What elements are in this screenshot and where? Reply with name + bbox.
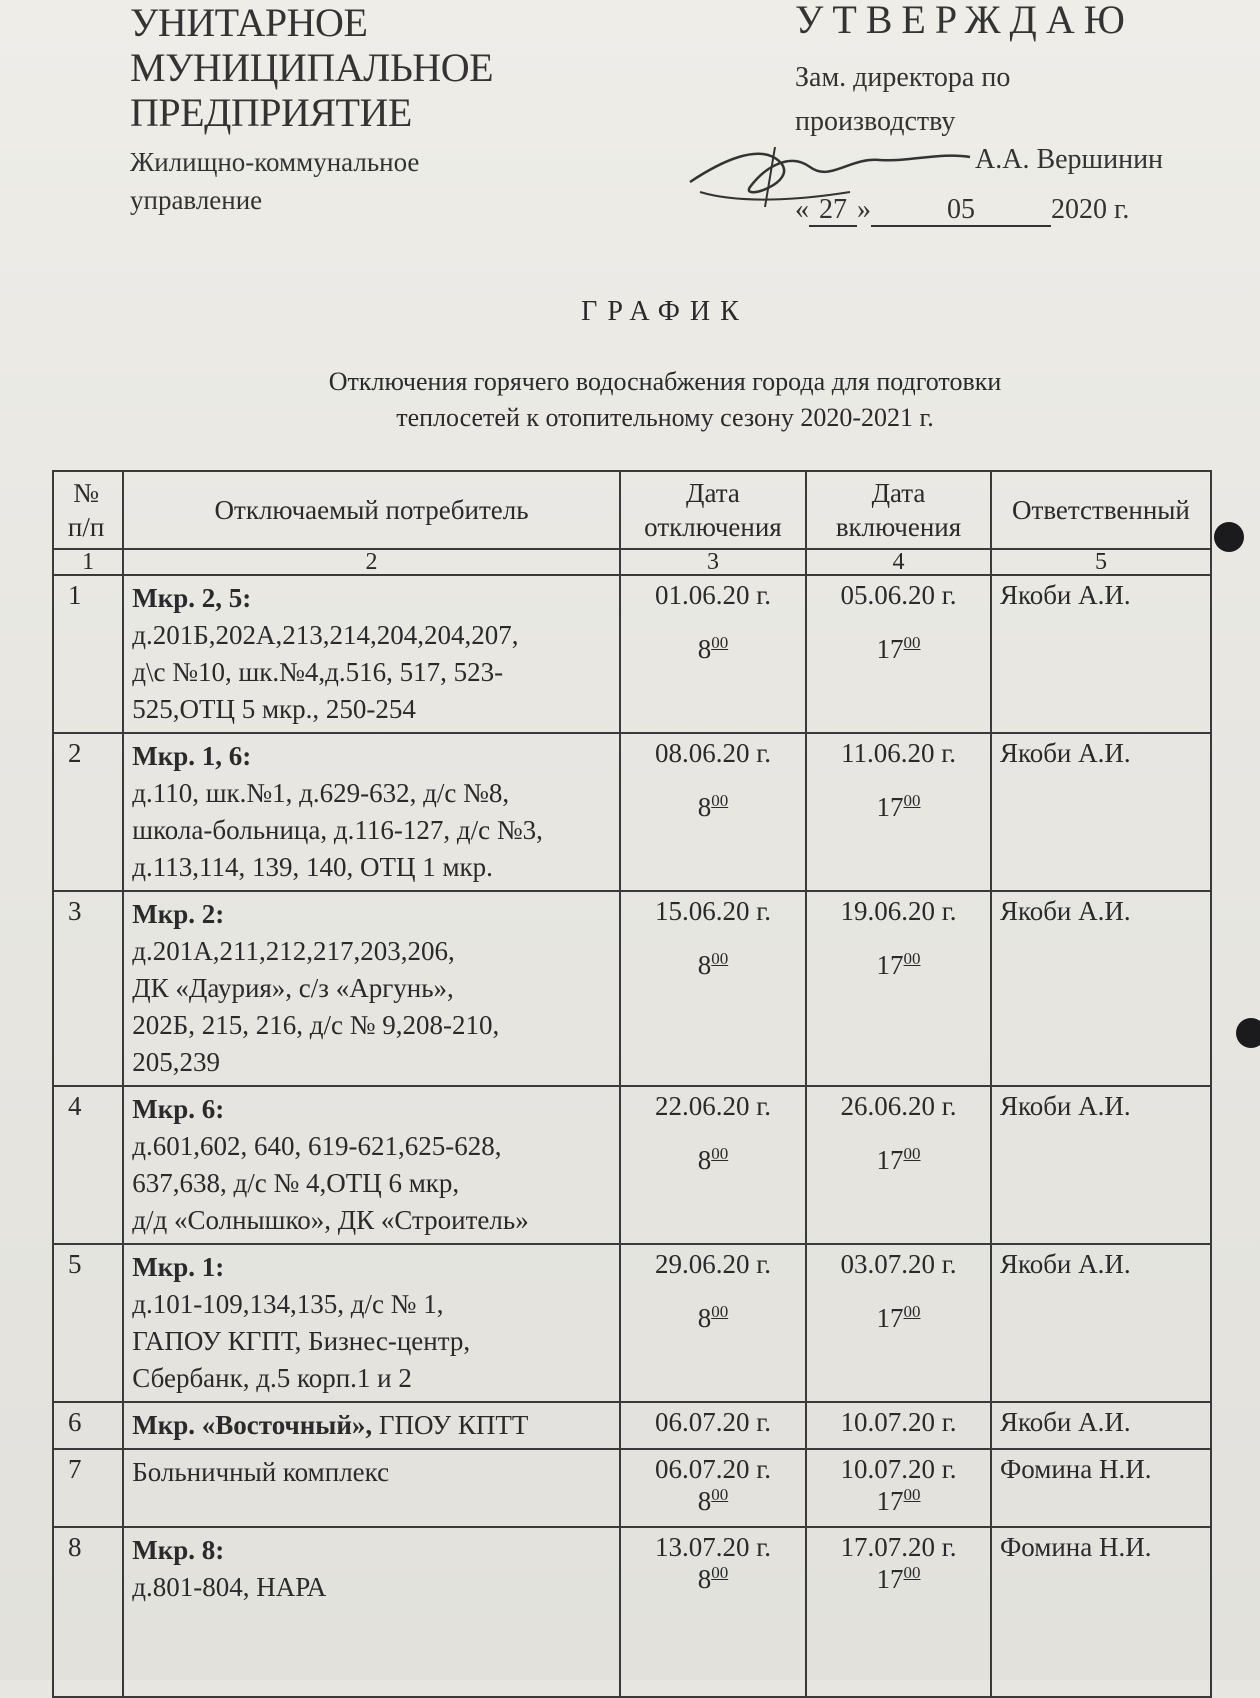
- row-title: Мкр. 1:: [132, 1252, 225, 1282]
- row-line: ДК «Даурия», с/з «Аргунь»,: [132, 973, 454, 1003]
- row-responsible: Якоби А.И.: [991, 891, 1211, 1086]
- org-line: МУНИЦИПАЛЬНОЕ: [130, 45, 494, 90]
- row-consumer: [123, 1086, 620, 1244]
- row-consumer: [123, 1244, 620, 1402]
- table-row: [53, 575, 1211, 733]
- row-on-date: 19.06.20 г. $17^{00}$: [806, 891, 991, 1086]
- row-consumer: Мкр. «Восточный», ГПОУ КПТТ: [123, 1402, 620, 1449]
- column-number-row: [53, 549, 1211, 575]
- header-num: № п/п: [53, 471, 123, 549]
- row-title: Мкр. 6:: [132, 1094, 225, 1124]
- row-line: школа-больница, д.116-127, д/с №3,: [132, 815, 543, 845]
- row-line: 205,239: [132, 1047, 220, 1077]
- row-line: д\с №10, шк.№4,д.516, 517, 523-: [132, 657, 504, 687]
- date-year: 2020 г.: [1051, 194, 1130, 225]
- row-consumer: Мкр. 8: д.801-804, НАРА: [123, 1527, 620, 1697]
- row-number: 8: [53, 1527, 123, 1697]
- header-responsible: Ответственный: [991, 471, 1211, 549]
- row-consumer: Больничный комплекс: [123, 1449, 620, 1527]
- row-consumer: [123, 891, 620, 1086]
- row-line: д.110, шк.№1, д.629-632, д/с №8,: [132, 778, 510, 808]
- position-line: производству: [795, 106, 956, 137]
- row-on-date: 26.06.20 г. $17^{00}$: [806, 1086, 991, 1244]
- row-title: Мкр. 2:: [132, 899, 225, 929]
- row-off-date: 13.07.20 г. $8^{00}$: [620, 1527, 806, 1697]
- row-line: д.601,602, 640, 619-621,625-628,: [132, 1131, 502, 1161]
- table-row: [53, 1527, 1211, 1697]
- col-number: 3: [620, 549, 806, 575]
- position-line: Зам. директора по: [795, 62, 1011, 93]
- signer-name: А.А. Вершинин: [975, 144, 1164, 175]
- approve-title: УТВЕРЖДАЮ: [795, 0, 1134, 42]
- table-row: [53, 733, 1211, 891]
- header-consumer: Отключаемый потребитель: [123, 471, 620, 549]
- row-consumer: [123, 575, 620, 733]
- row-line: ГАПОУ КГПТ, Бизнес-центр,: [132, 1326, 471, 1356]
- row-on-date: 03.07.20 г. $17^{00}$: [806, 1244, 991, 1402]
- binder-hole: [1236, 1018, 1260, 1048]
- date-month: 05: [871, 195, 1051, 227]
- org-sub-line: Жилищно-коммунальное: [130, 147, 420, 177]
- row-number: 2: [53, 733, 123, 891]
- handwritten-signature: [680, 132, 1000, 222]
- col-number: 4: [806, 549, 991, 575]
- date-quote-open: «: [795, 194, 809, 225]
- row-line: 202Б, 215, 216, д/с № 9,208-210,: [132, 1010, 500, 1040]
- row-number: 3: [53, 891, 123, 1086]
- row-responsible: Якоби А.И.: [991, 1402, 1211, 1449]
- row-consumer: [123, 733, 620, 891]
- row-line: 525,ОТЦ 5 мкр., 250-254: [132, 694, 416, 724]
- row-line: д.113,114, 139, 140, ОТЦ 1 мкр.: [132, 852, 493, 882]
- row-responsible: Якоби А.И.: [991, 575, 1211, 733]
- row-on-date: 10.07.20 г.: [806, 1402, 991, 1449]
- row-number: 1: [53, 575, 123, 733]
- row-title: Мкр. 2, 5:: [132, 583, 252, 613]
- organization-block: [130, 0, 493, 219]
- row-responsible: Фомина Н.И.: [991, 1449, 1211, 1527]
- table-row: [53, 1449, 1211, 1527]
- document-title: ГРАФИК: [581, 296, 749, 327]
- subtitle-line: Отключения горячего водоснабжения города для подготовки: [328, 367, 1002, 396]
- row-line: д.201А,211,212,217,203,206,: [132, 936, 455, 966]
- row-off-date: 22.06.20 г. $8^{00}$: [620, 1086, 806, 1244]
- table-header-row: [53, 471, 1211, 549]
- row-responsible: Фомина Н.И.: [991, 1527, 1211, 1697]
- row-line: Сбербанк, д.5 корп.1 и 2: [132, 1363, 412, 1393]
- table-row: [53, 891, 1211, 1086]
- table-row: [53, 1244, 1211, 1402]
- row-line: д/д «Солнышко», ДК «Строитель»: [132, 1205, 529, 1235]
- row-off-date: 01.06.20 г. $8^{00}$: [620, 575, 806, 733]
- row-off-date: 29.06.20 г. $8^{00}$: [620, 1244, 806, 1402]
- table-row: [53, 1086, 1211, 1244]
- row-number: 4: [53, 1086, 123, 1244]
- row-on-date: 05.06.20 г. $17^{00}$: [806, 575, 991, 733]
- col-number: 5: [991, 549, 1211, 575]
- row-on-date: 10.07.20 г. $17^{00}$: [806, 1449, 991, 1527]
- table-row: [53, 1402, 1211, 1449]
- row-responsible: Якоби А.И.: [991, 733, 1211, 891]
- row-line: 637,638, д/с № 4,ОТЦ 6 мкр,: [132, 1168, 460, 1198]
- row-off-date: 06.07.20 г.: [620, 1402, 806, 1449]
- date-day: 27: [809, 195, 857, 227]
- row-line: д.101-109,134,135, д/с № 1,: [132, 1289, 444, 1319]
- row-title: Мкр. 1, 6:: [132, 741, 252, 771]
- subtitle-line: теплосетей к отопительному сезону 2020-2021 г.: [396, 403, 934, 432]
- header-on-date: Дата включения: [806, 471, 991, 549]
- row-number: 7: [53, 1449, 123, 1527]
- document-subtitle: [0, 364, 1260, 436]
- header-off-date: Дата отключения: [620, 471, 806, 549]
- col-number: 2: [123, 549, 620, 575]
- row-on-date: 11.06.20 г. $17^{00}$: [806, 733, 991, 891]
- col-number: 1: [53, 549, 123, 575]
- row-responsible: Якоби А.И.: [991, 1244, 1211, 1402]
- row-off-date: 15.06.20 г. $8^{00}$: [620, 891, 806, 1086]
- row-off-date: 06.07.20 г. $8^{00}$: [620, 1449, 806, 1527]
- org-sub-line: управление: [130, 185, 263, 215]
- org-line: УНИТАРНОЕ: [130, 0, 368, 45]
- row-off-date: 08.06.20 г. $8^{00}$: [620, 733, 806, 891]
- schedule-table: [52, 470, 1212, 1698]
- date-quote-close: »: [857, 194, 871, 225]
- row-number: 6: [53, 1402, 123, 1449]
- row-responsible: Якоби А.И.: [991, 1086, 1211, 1244]
- row-line: д.201Б,202А,213,214,204,204,207,: [132, 620, 519, 650]
- row-number: 5: [53, 1244, 123, 1402]
- row-on-date: 17.07.20 г. $17^{00}$: [806, 1527, 991, 1697]
- org-line: ПРЕДПРИЯТИЕ: [130, 90, 412, 135]
- binder-hole: [1214, 522, 1244, 552]
